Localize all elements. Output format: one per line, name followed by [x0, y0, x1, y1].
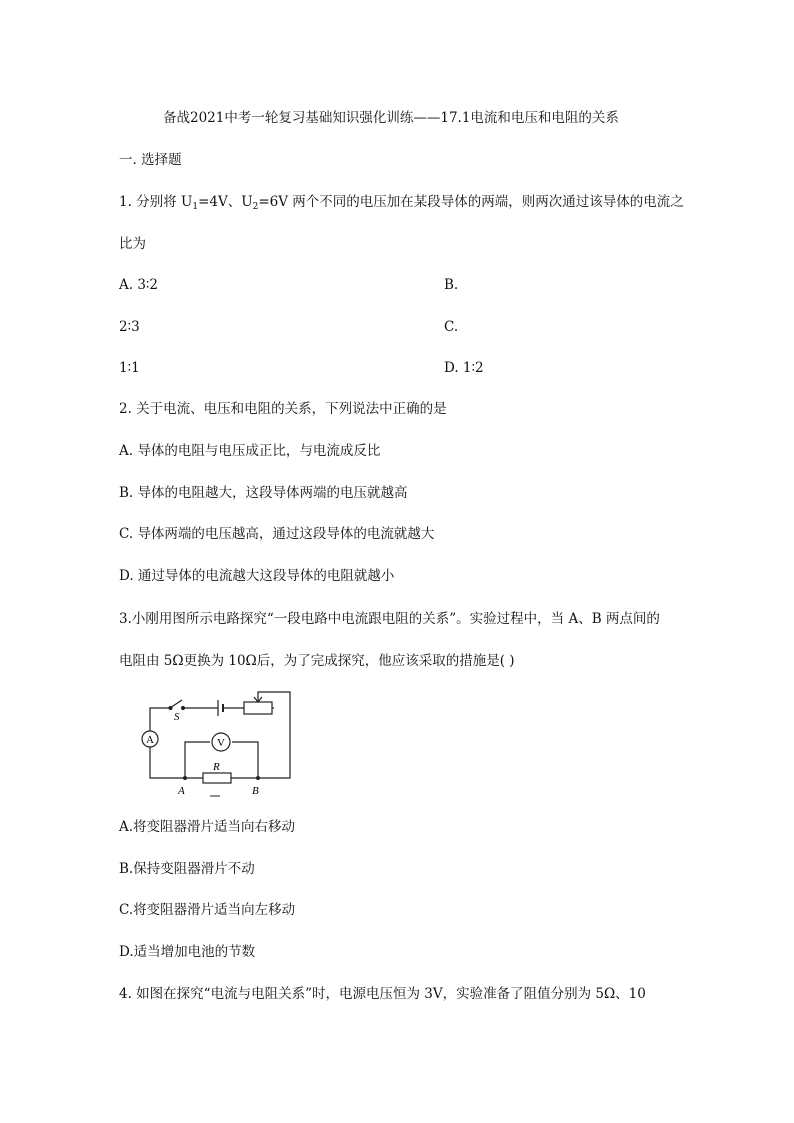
q1-stem-part-c: =6V 两个不同的电压加在某段导体的两端，则两次通过该导体的电流之: [258, 194, 684, 210]
voltmeter-label: V: [217, 737, 225, 749]
q1-option-c-label: C.: [444, 319, 459, 335]
q1-option-a: A. 3∶2: [119, 277, 159, 293]
point-b-label: B: [252, 785, 259, 797]
resistor-label: R: [213, 761, 220, 773]
q3-stem-line1: 3.小刚用图所示电路探究“一段电路中电流跟电阻的关系”。实验过程中，当 A、B 两点间的: [119, 611, 660, 627]
q1-sub-1: 1: [192, 202, 199, 212]
q2-option-d: D. 通过导体的电流越大这段导体的电阻就越小: [119, 568, 395, 584]
q1-sub-2: 2: [252, 202, 259, 212]
q1-option-c-value: 1∶1: [119, 360, 140, 376]
ammeter-label: A: [146, 734, 154, 746]
q3-option-b: B.保持变阻器滑片不动: [119, 861, 255, 877]
q1-stem-part-a: 1. 分别将 U: [119, 194, 193, 210]
section-heading: 一. 选择题: [119, 152, 182, 168]
q2-option-a: A. 导体的电阻与电压成正比，与电流成反比: [119, 443, 381, 459]
switch-label: S: [174, 711, 180, 723]
q4-stem: 4. 如图在探究“电流与电阻关系”时，电源电压恒为 3V，实验准备了阻值分别为 5Ω、10: [119, 986, 646, 1002]
q2-option-c: C. 导体两端的电压越高，通过这段导体的电流就越大: [119, 526, 435, 542]
q1-option-d: D. 1∶2: [444, 360, 484, 376]
q3-stem-line2: 电阻由 5Ω更换为 10Ω后，为了完成探究，他应该采取的措施是( ): [119, 653, 515, 669]
circuit-diagram: [130, 688, 310, 800]
q1-stem-part-b: =4V、U: [198, 194, 253, 210]
page-title: 备战2021中考一轮复习基础知识强化训练——17.1电流和电压和电阻的关系: [163, 110, 619, 126]
q1-option-b-label: B.: [444, 277, 459, 293]
q1-option-b-value: 2∶3: [119, 319, 140, 335]
q3-option-a: A.将变阻器滑片适当向右移动: [119, 819, 296, 835]
point-a-label: A: [178, 785, 185, 797]
q1-stem-line2: 比为: [119, 236, 146, 252]
q2-stem: 2. 关于电流、电压和电阻的关系，下列说法中正确的是: [119, 401, 447, 417]
q2-option-b: B. 导体的电阻越大，这段导体两端的电压就越高: [119, 485, 408, 501]
q3-option-d: D.适当增加电池的节数: [119, 944, 256, 960]
q3-option-c: C.将变阻器滑片适当向左移动: [119, 902, 296, 918]
q1-stem: [119, 194, 684, 210]
